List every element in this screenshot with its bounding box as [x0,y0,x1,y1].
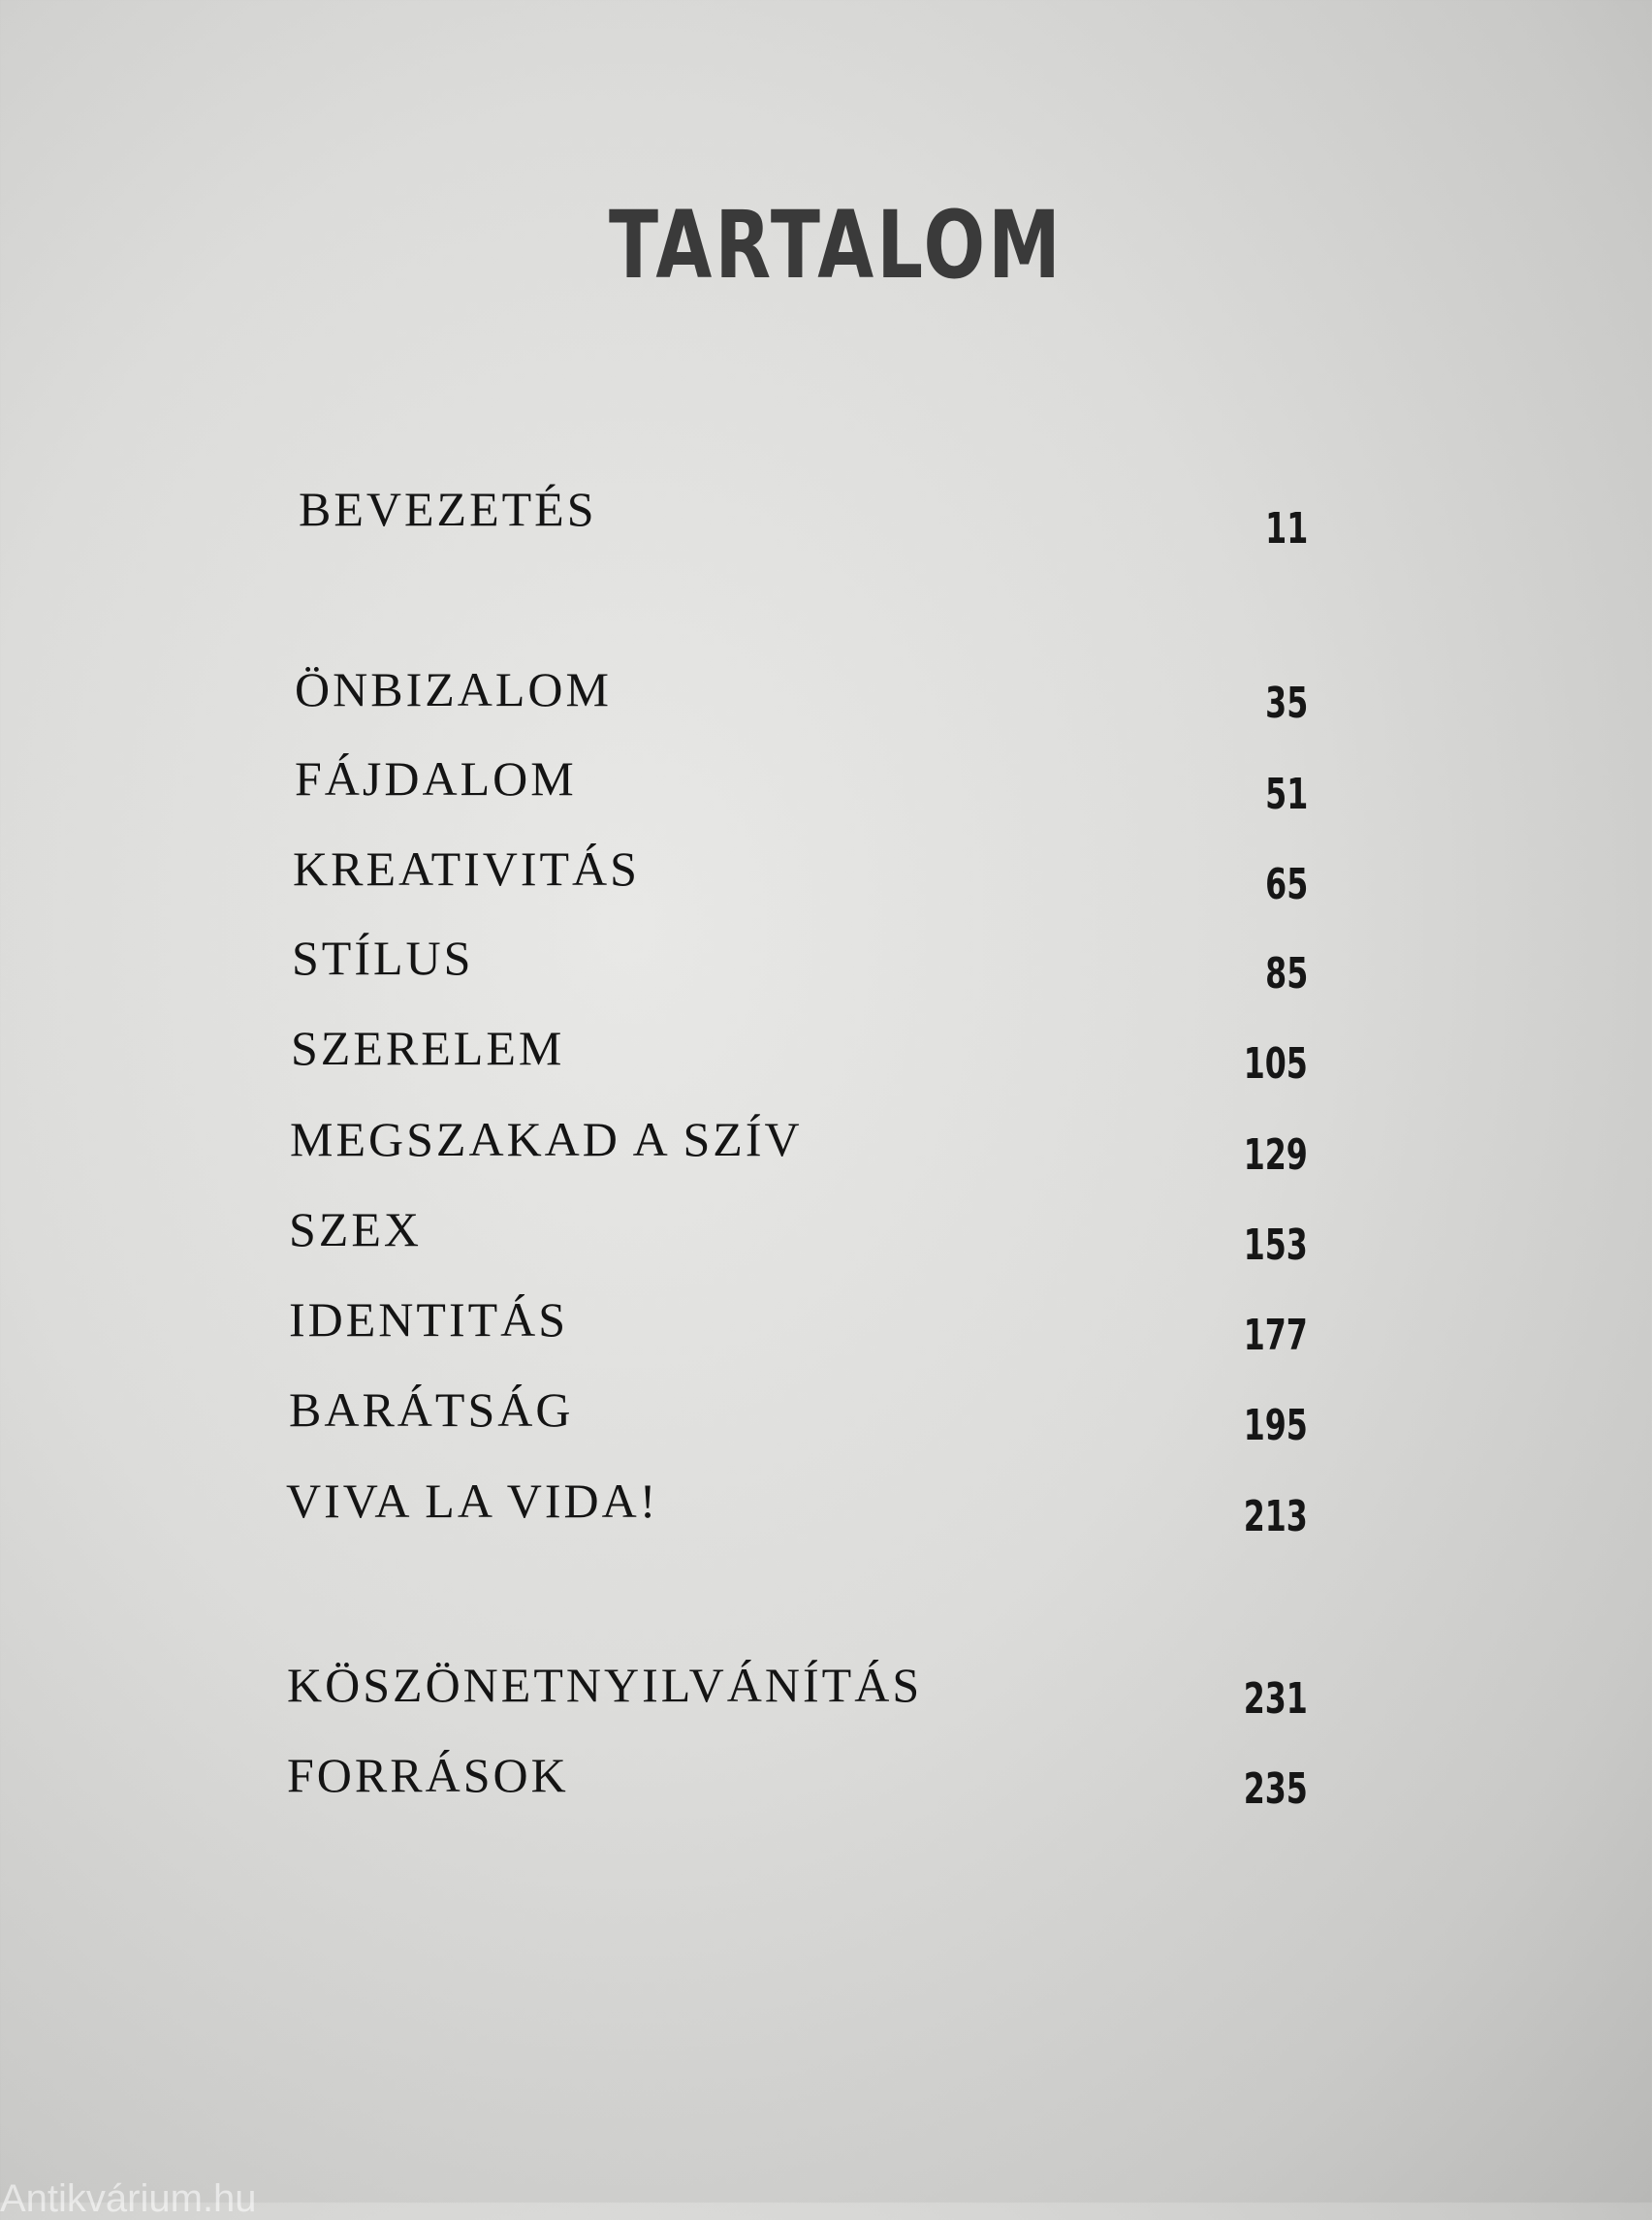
toc-entry-label: STÍLUS [292,931,474,985]
toc-entry-page: 231 [1243,1674,1308,1724]
toc-entry-label: MEGSZAKAD A SZÍV [290,1112,803,1166]
toc-entry-kreativitas [0,841,1652,909]
toc-entry-label: KÖSZÖNETNYILVÁNÍTÁS [287,1658,923,1712]
toc-entry-label: FORRÁSOK [287,1748,569,1802]
toc-entry-szerelem [0,1021,1652,1089]
toc-entry-forrasok [0,1748,1652,1814]
toc-entry-bevezetes [0,482,1652,554]
toc-entry-label: BARÁTSÁG [289,1382,574,1437]
toc-entry-label: SZERELEM [291,1021,565,1075]
toc-entry-label: SZEX [289,1202,422,1256]
toc-entry-page: 235 [1243,1764,1308,1814]
toc-entry-fajdalom [0,751,1652,819]
toc-entry-identitas [0,1292,1652,1360]
toc-entry-onbizalom [0,662,1652,728]
toc-entry-page: 11 [1264,504,1308,554]
toc-entry-page: 213 [1243,1492,1308,1541]
toc-entry-label: VIVA LA VIDA! [286,1474,659,1528]
toc-entry-page: 153 [1243,1221,1308,1270]
page-title: TARTALOM [609,191,1064,300]
toc-entry-szex [0,1202,1652,1270]
toc-entry-page: 105 [1243,1039,1308,1089]
toc-entry-page: 65 [1264,860,1308,909]
toc-entry-koszonetnyilvanitas [0,1658,1652,1724]
toc-entry-label: FÁJDALOM [295,751,577,806]
toc-entry-baratsag [0,1382,1652,1450]
watermark: Antikvárium.hu [0,2177,257,2220]
toc-entry-stilus [0,931,1652,999]
toc-entry-label: KREATIVITÁS [293,841,640,896]
toc-entry-page: 195 [1243,1401,1308,1450]
toc-entry-label: IDENTITÁS [289,1292,569,1347]
toc-entry-page: 129 [1243,1130,1308,1180]
toc-entry-label: BEVEZETÉS [299,482,597,536]
toc-entry-viva-la-vida [0,1474,1652,1541]
toc-entry-page: 85 [1264,949,1308,999]
toc-entry-page: 177 [1243,1311,1308,1360]
toc-entry-label: ÖNBIZALOM [295,662,612,716]
toc-entry-page: 35 [1264,679,1308,728]
toc-entry-page: 51 [1264,770,1308,819]
toc-entry-megszakad-a-sziv [0,1112,1652,1180]
